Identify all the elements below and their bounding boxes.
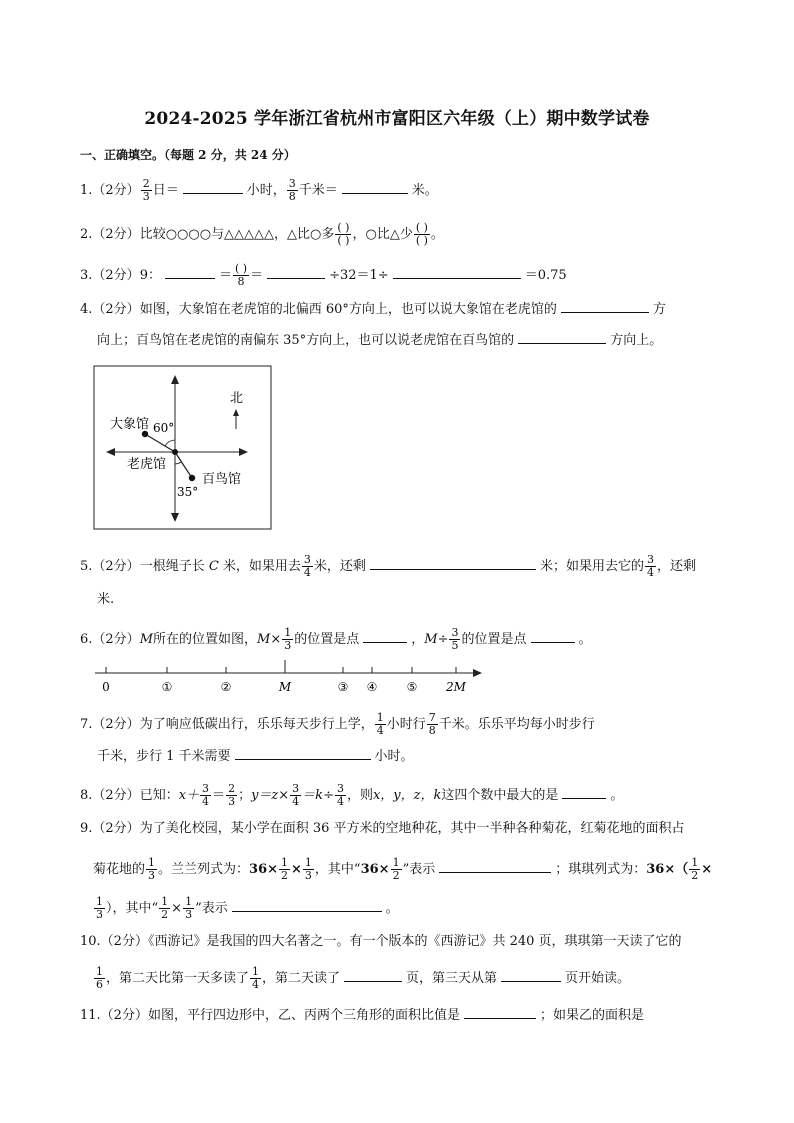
fraction: $\frac{1}{6}$ <box>96 965 103 991</box>
fraction: $\frac{2}{3}$ <box>142 177 150 203</box>
question-5-line-2: 米. <box>97 592 115 607</box>
fraction: $\frac{1}{4}$ <box>252 965 260 991</box>
fraction: $\frac{2}{3}$ <box>228 782 236 808</box>
page-title: 2024-2025 学年浙江省杭州市富阳区六年级（上）期中数学试卷 <box>144 109 650 129</box>
number-line-label: ③ <box>337 680 349 694</box>
answer-blank[interactable] <box>363 630 407 643</box>
number-line-label: 0 <box>102 680 110 694</box>
question-2: 2.（2分）比较○○○○与△△△△△，△比○多 $\frac{( )}{( )}$ ，○比△少 $\frac{( )}{( )}$ 。 <box>80 221 444 247</box>
fraction: $\frac{1}{2}$ <box>281 856 289 882</box>
fraction: $\frac{3}{4}$ <box>646 553 654 579</box>
question-9-line-3: $\frac{1}{3}$ ），其中“ $\frac{1}{2}$ × $\frac{1}{3}$ ”表示 。 <box>96 895 399 921</box>
question-10-line-1: 10.（2分）《西游记》是我国的四大名著之一。有一个版本的《西游记》共 240 页，琪琪第一天读了它的 <box>80 934 682 949</box>
figure-frame <box>94 366 271 529</box>
fraction: $\frac{3}{5}$ <box>451 626 459 652</box>
north-label: 北 <box>230 391 244 406</box>
bird-point <box>189 475 195 481</box>
question-1: 1.（2分） $\frac{2}{3}$ 日＝ 小时， $\frac{3}{8}$ 千米＝ 米。 <box>80 177 438 203</box>
arrow-up-icon <box>171 375 179 384</box>
fraction: $\frac{3}{4}$ <box>303 553 311 579</box>
number-line-label: ② <box>220 680 232 694</box>
question-number: 10.（2分） <box>80 934 148 949</box>
question-9-line-2: 菊花地的 $\frac{1}{3}$ 。兰兰列式为：36× $\frac{1}{2}$ × $\frac{1}{3}$ ，其中“36× $\frac{1}{2}$ ”表示 ；琪琪列式为：36×（ $\frac{1}{2}$ × <box>93 856 713 882</box>
arrow-right-icon <box>473 669 482 677</box>
question-7-line-2: 千米，步行 1 千米需要 小时。 <box>97 749 414 764</box>
answer-blank[interactable] <box>501 969 561 982</box>
angle-60-label: 60° <box>153 421 175 435</box>
question-number: 1.（2分） <box>80 183 140 198</box>
question-7: 7.（2分）为了响应低碳出行，乐乐每天步行上学， $\frac{1}{4}$ 小时行 $\frac{7}{8}$ 千米。乐乐平均每小时步行 <box>80 711 595 737</box>
bird-label: 百鸟馆 <box>202 472 242 487</box>
answer-blank[interactable] <box>232 899 382 912</box>
elephant-label: 大象馆 <box>110 417 150 432</box>
answer-blank[interactable] <box>267 266 325 279</box>
arrow-right-icon <box>239 448 248 456</box>
question-number: 9.（2分） <box>80 821 140 836</box>
answer-blank[interactable] <box>561 300 649 313</box>
answer-blank[interactable] <box>439 860 551 873</box>
compass-figure <box>93 365 273 531</box>
number-line-label: ④ <box>366 680 378 694</box>
fraction: $\frac{7}{8}$ <box>428 711 436 737</box>
answer-blank[interactable] <box>562 786 606 799</box>
answer-blank[interactable] <box>518 331 606 344</box>
angle-35-arc <box>175 462 181 464</box>
tiger-point <box>172 449 178 455</box>
question-number: 7.（2分） <box>80 717 140 732</box>
answer-blank[interactable] <box>165 266 215 279</box>
question-6: 6.（2分）M所在的位置如图，M× $\frac{1}{3}$ 的位置是点 ，M÷ $\frac{3}{5}$ 的位置是点 。 <box>80 626 592 652</box>
fraction-blank[interactable]: $\frac{( )}{( )}$ <box>337 221 350 247</box>
angle-60-arc <box>165 440 175 446</box>
question-8: 8.（2分）已知：x＋ $\frac{3}{4}$ ＝ $\frac{2}{3}$ ；y＝z× $\frac{3}{4}$ ＝k÷ $\frac{3}{4}$ ，则x，y，z，k这四个数中最大的是 。 <box>80 782 624 808</box>
tiger-label: 老虎馆 <box>127 457 167 472</box>
fraction-blank[interactable]: $\frac{( )}{8}$ <box>234 262 248 288</box>
fraction: $\frac{1}{2}$ <box>392 856 400 882</box>
question-10-line-2: $\frac{1}{6}$ ，第二天比第一天多读了 $\frac{1}{4}$ ，第二天读了 页，第三天从第 页开始读。 <box>96 965 631 991</box>
fraction: $\frac{1}{3}$ <box>148 856 156 882</box>
question-3: 3.（2分）9： ＝ $\frac{( )}{8}$ ＝ ÷32＝1÷ ＝0.75 <box>80 262 567 288</box>
question-number: 3.（2分） <box>80 268 140 283</box>
number-line-label: ① <box>161 680 173 694</box>
fraction: $\frac{1}{4}$ <box>376 711 384 737</box>
number-line-label: 2M <box>446 680 466 694</box>
section-heading: 一、正确填空。（每题 2 分，共 24 分） <box>80 148 296 162</box>
question-number: 5.（2分） <box>80 559 140 574</box>
fraction: $\frac{1}{2}$ <box>691 856 699 882</box>
fraction: $\frac{3}{4}$ <box>292 782 300 808</box>
answer-blank[interactable] <box>370 557 536 570</box>
angle-35-label: 35° <box>177 485 199 499</box>
answer-blank[interactable] <box>393 266 521 279</box>
question-number: 11.（2分） <box>80 1008 148 1023</box>
arrow-down-icon <box>171 513 179 522</box>
fraction: $\frac{1}{3}$ <box>304 856 312 882</box>
answer-blank[interactable] <box>464 1006 536 1019</box>
question-number: 6.（2分） <box>80 632 140 647</box>
answer-blank[interactable] <box>531 630 575 643</box>
number-line-ticks <box>102 660 466 694</box>
fraction: $\frac{3}{4}$ <box>336 782 344 808</box>
answer-blank[interactable] <box>344 969 402 982</box>
question-number: 4.（2分） <box>80 302 140 317</box>
elephant-ray <box>145 434 175 452</box>
number-line-label: M <box>278 680 292 694</box>
question-9-line-1: 9.（2分）为了美化校园，某小学在面积 36 平方米的空地种花，其中一半种各种菊花，红菊花地的面积占 <box>80 821 685 836</box>
question-number: 8.（2分） <box>80 788 140 803</box>
question-11: 11.（2分）如图，平行四边形中，乙、丙两个三角形的面积比值是 ；如果乙的面积是 <box>80 1008 644 1023</box>
fraction: $\frac{1}{3}$ <box>96 895 103 921</box>
fraction: $\frac{1}{2}$ <box>161 895 169 921</box>
fraction-blank[interactable]: $\frac{( )}{( )}$ <box>415 221 428 247</box>
arrow-left-icon <box>106 448 115 456</box>
question-5: 5.（2分）一根绳子长 C 米，如果用去 $\frac{3}{4}$ 米，还剩 米；如果用去它的 $\frac{3}{4}$ ，还剩 <box>80 553 696 579</box>
question-number: 2.（2分） <box>80 227 140 242</box>
question-4-line-1: 4.（2分）如图，大象馆在老虎馆的北偏西 60°方向上，也可以说大象馆在老虎馆的 方 <box>80 302 666 317</box>
north-arrow-icon <box>233 409 239 416</box>
bird-ray <box>175 452 192 478</box>
number-line <box>90 658 490 698</box>
question-4-line-2: 向上；百鸟馆在老虎馆的南偏东 35°方向上，也可以说老虎馆在百鸟馆的 方向上。 <box>97 333 663 348</box>
fraction: $\frac{1}{3}$ <box>284 626 292 652</box>
answer-blank[interactable] <box>235 747 371 760</box>
answer-blank[interactable] <box>342 181 408 194</box>
fraction: $\frac{3}{8}$ <box>288 177 296 203</box>
number-line-label: ⑤ <box>406 680 418 694</box>
answer-blank[interactable] <box>183 181 243 194</box>
fraction: $\frac{3}{4}$ <box>202 782 210 808</box>
fraction: $\frac{1}{3}$ <box>185 895 193 921</box>
